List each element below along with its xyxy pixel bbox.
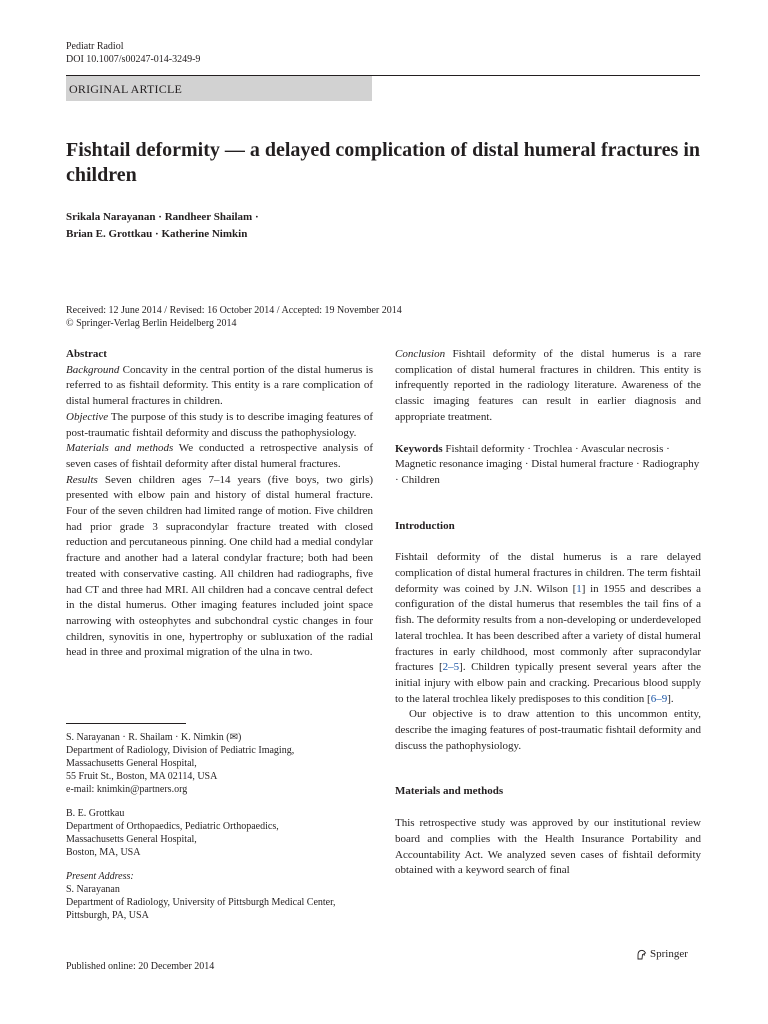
footnote-separator [66, 723, 186, 724]
introduction-paragraph-1 [395, 550, 701, 707]
conclusion-text: Fishtail deformity of the distal humerus is a rare complication of distal humeral fractures in children. This entity is infrequently reported in the radiology literature. Awareness of the classic imaging features can result in earlier diagnosis and appropriate treatment. [395, 348, 702, 423]
abstract-heading: Abstract [66, 348, 107, 360]
journal-header [66, 40, 200, 66]
affiliation-3 [66, 870, 373, 922]
affiliation-2-dept: Department of Orthopaedics, Pediatric Orthopaedics, [66, 821, 279, 832]
copyright: © Springer-Verlag Berlin Heidelberg 2014 [66, 318, 237, 329]
intro-text-a: Fishtail deformity of the distal humerus is a rare delayed complication of distal humeral fractures in children. The term fishtail deformity was coined by J.N. Wilson [ [395, 551, 701, 595]
objective-label: Objective [66, 410, 109, 423]
keywords-label: Keywords [395, 442, 443, 455]
right-column [395, 347, 701, 879]
doi: DOI 10.1007/s00247-014-3249-9 [66, 54, 201, 65]
affiliation-2 [66, 807, 373, 859]
abstract-objective [66, 410, 373, 441]
reference-link-1[interactable]: 1 [576, 582, 582, 595]
keywords [395, 442, 701, 489]
present-address-label: Present Address: [66, 871, 134, 882]
publisher-logo [636, 948, 688, 960]
article-type: ORIGINAL ARTICLE [69, 82, 183, 96]
introduction-heading: Introduction [395, 519, 455, 532]
affiliation-1-addr: 55 Fruit St., Boston, MA 02114, USA [66, 771, 218, 782]
intro-text-b: ] in 1955 and describes a configuration of the distal humerus that resembles the tail fins of a fish. The deformity results from a non-developing or underdeveloped lateral trochlea. It has been described after a variety of distal humeral fractures in early childhood, most commonly after supracondylar fractures [ [395, 582, 701, 674]
conclusion-label: Conclusion [395, 348, 446, 360]
corresponding-email[interactable]: e-mail: knimkin@partners.org [66, 784, 188, 795]
affiliation-1-dept: Department of Radiology, Division of Pediatric Imaging, [66, 745, 295, 756]
author-line-2: Brian E. Grottkau · Katherine Nimkin [66, 228, 248, 240]
background-text: Concavity in the central portion of the distal humerus is referred to as fishtail deformity. This entity is a rare complication of distal humeral fractures in children. [66, 363, 374, 408]
reference-link-6-9[interactable]: 6–9 [650, 692, 668, 705]
introduction-paragraph-2: Our objective is to draw attention to this uncommon entity, describe the imaging features of post-traumatic fishtail deformity and discuss the pathophysiology. [395, 708, 701, 752]
abstract-background [66, 363, 373, 410]
abstract-conclusion [395, 347, 701, 426]
journal-name: Pediatr Radiol [66, 41, 124, 52]
article-dates [66, 304, 706, 330]
published-online: Published online: 20 December 2014 [66, 961, 215, 972]
affiliation-2-names: B. E. Grottkau [66, 808, 125, 819]
abstract [66, 347, 373, 661]
results-text: Seven children ages 7–14 years (five boys, two girls) presented with elbow pain and history of distal humeral fracture. Four of the seven children had limited range of motion. Five children had prior grade 3 supracondylar fracture treated with closed reduction and percutaneous pinning. One child had a medial condylar fracture and another had a lateral condylar fracture; both had been treated with conservative casting. All children had radiographs, five had CT and three had MRI. All children had a concave central defect in the distal humerus. Other imaging features included joint space narrowing with osteophytes and subchondral cystic changes in four children, synovitis in one, hypertrophy or subluxation of the radial head in three and proximal migration of the ulna in two. [66, 473, 373, 659]
article-type-band [66, 76, 372, 101]
abstract-results [66, 473, 373, 661]
intro-text-c: ]. Children typically present several years after the initial injury with elbow pain and cracking. Precarious blood supply to the lateral trochlea likely predisposes to this condition [ [395, 661, 701, 705]
article-title: Fishtail deformity — a delayed complication of distal humeral fractures in children [66, 139, 701, 186]
affiliation-1-names: S. Narayanan · R. Shailam · K. Nimkin (✉) [66, 732, 242, 743]
keywords-text: Fishtail deformity · Trochlea · Avascular necrosis · Magnetic resonance imaging · Distal humeral fracture · Radiography · Children [395, 442, 700, 486]
affiliations [66, 731, 373, 933]
author-list [66, 209, 706, 243]
methods-label: Materials and methods [66, 442, 174, 455]
affiliation-2-addr: Boston, MA, USA [66, 847, 141, 858]
affiliation-1 [66, 731, 373, 796]
background-label: Background [66, 363, 120, 376]
abstract-methods [66, 441, 373, 472]
methods-heading: Materials and methods [395, 785, 504, 798]
history-dates: Received: 12 June 2014 / Revised: 16 October 2014 / Accepted: 19 November 2014 [66, 305, 402, 316]
methods-paragraph-1: This retrospective study was approved by our institutional review board and complies with the Health Insurance Portability and Accountability Act. We analyzed seven cases of fishtail deformity obtained with a keyword search of final [395, 817, 701, 877]
springer-horse-icon [636, 949, 647, 960]
affiliation-3-addr: Pittsburgh, PA, USA [66, 910, 149, 921]
intro-text-d: ]. [667, 692, 674, 705]
affiliation-3-names: S. Narayanan [66, 884, 120, 895]
author-line-1: Srikala Narayanan · Randheer Shailam · [66, 211, 259, 223]
affiliation-2-inst: Massachusetts General Hospital, [66, 834, 197, 845]
methods-text: We conducted a retrospective analysis of seven cases of fishtail deformity after distal humeral fractures. [66, 442, 373, 470]
affiliation-3-dept: Department of Radiology, University of Pittsburgh Medical Center, [66, 897, 336, 908]
affiliation-1-inst: Massachusetts General Hospital, [66, 758, 197, 769]
publisher-name: Springer [650, 948, 688, 960]
objective-text: The purpose of this study is to describe imaging features of post-traumatic fishtail deformity and discuss the pathophysiology. [66, 410, 373, 439]
reference-link-2-5[interactable]: 2–5 [442, 661, 460, 674]
results-label: Results [66, 473, 98, 486]
